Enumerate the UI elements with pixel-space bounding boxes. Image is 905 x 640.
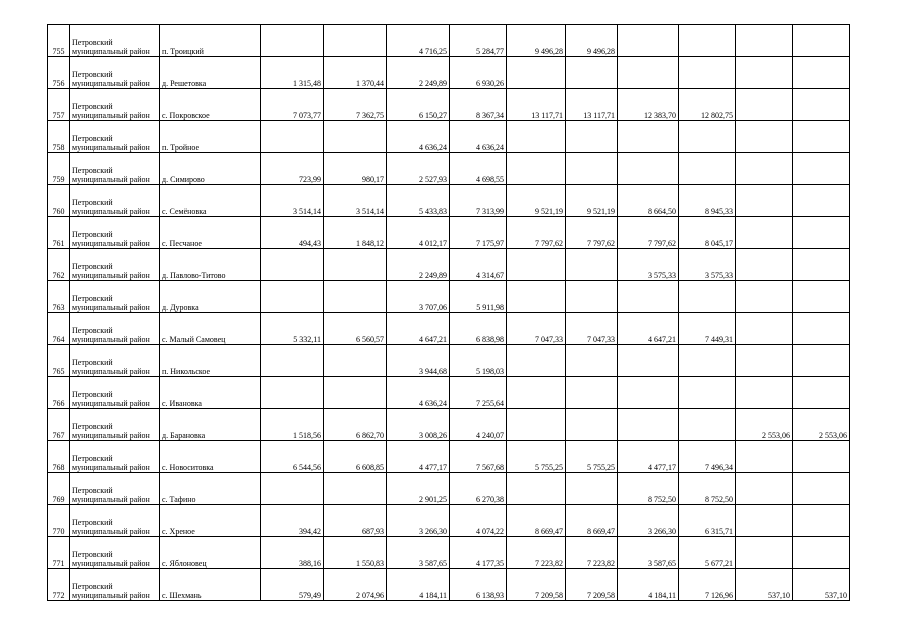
value-cell: 9 521,19 xyxy=(566,185,618,217)
district-cell: Петровский муниципальный район xyxy=(70,153,160,185)
value-cell: 1 315,48 xyxy=(261,57,324,89)
table-row xyxy=(48,121,850,153)
locality-cell: с. Тафино xyxy=(160,473,261,505)
value-cell xyxy=(507,249,566,281)
district-cell: Петровский муниципальный район xyxy=(70,441,160,473)
table-row xyxy=(48,409,850,441)
value-cell: 7 255,64 xyxy=(450,377,507,409)
value-cell xyxy=(507,409,566,441)
value-cell: 8 669,47 xyxy=(507,505,566,537)
value-cell xyxy=(618,409,679,441)
value-cell: 6 544,56 xyxy=(261,441,324,473)
locality-cell: п. Никольское xyxy=(160,345,261,377)
value-cell xyxy=(261,249,324,281)
value-cell: 4 647,21 xyxy=(387,313,450,345)
value-cell: 6 560,57 xyxy=(324,313,387,345)
value-cell xyxy=(679,345,736,377)
table-row xyxy=(48,569,850,601)
value-cell xyxy=(566,409,618,441)
value-cell xyxy=(324,473,387,505)
value-cell: 3 575,33 xyxy=(618,249,679,281)
value-cell: 4 477,17 xyxy=(387,441,450,473)
value-cell: 6 608,85 xyxy=(324,441,387,473)
value-cell xyxy=(793,57,850,89)
value-cell: 537,10 xyxy=(736,569,793,601)
table-row xyxy=(48,217,850,249)
locality-cell: с. Малый Самовец xyxy=(160,313,261,345)
locality-cell: д. Дуровка xyxy=(160,281,261,313)
value-cell: 6 930,26 xyxy=(450,57,507,89)
row-number-cell: 761 xyxy=(48,217,70,249)
data-table xyxy=(47,24,850,601)
value-cell xyxy=(618,121,679,153)
value-cell xyxy=(566,57,618,89)
locality-cell: с. Хреное xyxy=(160,505,261,537)
value-cell: 4 074,22 xyxy=(450,505,507,537)
value-cell xyxy=(736,153,793,185)
value-cell xyxy=(736,281,793,313)
value-cell: 4 240,07 xyxy=(450,409,507,441)
value-cell xyxy=(736,313,793,345)
value-cell: 980,17 xyxy=(324,153,387,185)
row-number-cell: 756 xyxy=(48,57,70,89)
row-number-cell: 766 xyxy=(48,377,70,409)
value-cell: 687,93 xyxy=(324,505,387,537)
value-cell xyxy=(566,377,618,409)
value-cell: 7 797,62 xyxy=(566,217,618,249)
value-cell: 5 677,21 xyxy=(679,537,736,569)
value-cell xyxy=(736,57,793,89)
value-cell: 5 433,83 xyxy=(387,185,450,217)
row-number-cell: 765 xyxy=(48,345,70,377)
value-cell xyxy=(736,89,793,121)
value-cell: 537,10 xyxy=(793,569,850,601)
value-cell: 8 367,34 xyxy=(450,89,507,121)
value-cell xyxy=(507,121,566,153)
value-cell xyxy=(324,249,387,281)
value-cell xyxy=(324,377,387,409)
row-number-cell: 759 xyxy=(48,153,70,185)
value-cell: 13 117,71 xyxy=(507,89,566,121)
value-cell xyxy=(507,345,566,377)
value-cell: 4 314,67 xyxy=(450,249,507,281)
value-cell xyxy=(566,249,618,281)
table-row xyxy=(48,89,850,121)
row-number-cell: 770 xyxy=(48,505,70,537)
row-number-cell: 768 xyxy=(48,441,70,473)
district-cell: Петровский муниципальный район xyxy=(70,473,160,505)
value-cell: 3 514,14 xyxy=(261,185,324,217)
row-number-cell: 769 xyxy=(48,473,70,505)
value-cell xyxy=(793,121,850,153)
value-cell xyxy=(566,153,618,185)
value-cell xyxy=(324,345,387,377)
value-cell xyxy=(679,57,736,89)
value-cell: 7 073,77 xyxy=(261,89,324,121)
district-cell: Петровский муниципальный район xyxy=(70,313,160,345)
value-cell xyxy=(507,153,566,185)
value-cell: 7 047,33 xyxy=(566,313,618,345)
value-cell: 7 223,82 xyxy=(566,537,618,569)
value-cell: 7 209,58 xyxy=(566,569,618,601)
value-cell xyxy=(261,25,324,57)
value-cell: 4 012,17 xyxy=(387,217,450,249)
row-number-cell: 767 xyxy=(48,409,70,441)
locality-cell: с. Семёновка xyxy=(160,185,261,217)
value-cell: 3 575,33 xyxy=(679,249,736,281)
value-cell: 6 838,98 xyxy=(450,313,507,345)
value-cell: 3 266,30 xyxy=(387,505,450,537)
value-cell: 8 664,50 xyxy=(618,185,679,217)
value-cell xyxy=(261,281,324,313)
district-cell: Петровский муниципальный район xyxy=(70,345,160,377)
value-cell: 4 477,17 xyxy=(618,441,679,473)
value-cell: 3 266,30 xyxy=(618,505,679,537)
value-cell xyxy=(793,473,850,505)
district-cell: Петровский муниципальный район xyxy=(70,249,160,281)
value-cell xyxy=(566,473,618,505)
value-cell: 6 862,70 xyxy=(324,409,387,441)
value-cell xyxy=(736,537,793,569)
value-cell: 2 553,06 xyxy=(736,409,793,441)
table-row xyxy=(48,25,850,57)
table-row xyxy=(48,153,850,185)
value-cell: 7 449,31 xyxy=(679,313,736,345)
value-cell: 1 518,56 xyxy=(261,409,324,441)
value-cell: 2 249,89 xyxy=(387,57,450,89)
value-cell xyxy=(793,505,850,537)
locality-cell: с. Яблоновец xyxy=(160,537,261,569)
value-cell xyxy=(261,377,324,409)
value-cell: 7 126,96 xyxy=(679,569,736,601)
value-cell: 3 944,68 xyxy=(387,345,450,377)
table-row xyxy=(48,377,850,409)
district-cell: Петровский муниципальный район xyxy=(70,217,160,249)
row-number-cell: 755 xyxy=(48,25,70,57)
value-cell xyxy=(507,57,566,89)
value-cell: 6 270,38 xyxy=(450,473,507,505)
value-cell xyxy=(793,25,850,57)
value-cell xyxy=(679,25,736,57)
value-cell: 7 175,97 xyxy=(450,217,507,249)
value-cell xyxy=(736,441,793,473)
value-cell: 8 945,33 xyxy=(679,185,736,217)
value-cell: 6 150,27 xyxy=(387,89,450,121)
value-cell xyxy=(736,185,793,217)
district-cell: Петровский муниципальный район xyxy=(70,505,160,537)
value-cell xyxy=(261,121,324,153)
table-row xyxy=(48,537,850,569)
row-number-cell: 771 xyxy=(48,537,70,569)
locality-cell: д. Решетовка xyxy=(160,57,261,89)
locality-cell: д. Павлово-Титово xyxy=(160,249,261,281)
value-cell: 9 496,28 xyxy=(507,25,566,57)
value-cell: 7 047,33 xyxy=(507,313,566,345)
value-cell: 5 755,25 xyxy=(507,441,566,473)
value-cell: 2 249,89 xyxy=(387,249,450,281)
value-cell xyxy=(679,153,736,185)
value-cell: 2 901,25 xyxy=(387,473,450,505)
value-cell: 5 198,03 xyxy=(450,345,507,377)
value-cell: 388,16 xyxy=(261,537,324,569)
value-cell xyxy=(566,281,618,313)
value-cell xyxy=(793,377,850,409)
district-cell: Петровский муниципальный район xyxy=(70,89,160,121)
row-number-cell: 758 xyxy=(48,121,70,153)
table-row xyxy=(48,345,850,377)
district-cell: Петровский муниципальный район xyxy=(70,377,160,409)
value-cell xyxy=(618,57,679,89)
table-row xyxy=(48,505,850,537)
value-cell: 4 177,35 xyxy=(450,537,507,569)
value-cell xyxy=(261,345,324,377)
row-number-cell: 763 xyxy=(48,281,70,313)
table-row xyxy=(48,281,850,313)
value-cell: 8 752,50 xyxy=(618,473,679,505)
district-cell: Петровский муниципальный район xyxy=(70,537,160,569)
locality-cell: п. Троицкий xyxy=(160,25,261,57)
value-cell xyxy=(679,121,736,153)
value-cell: 1 370,44 xyxy=(324,57,387,89)
value-cell xyxy=(566,121,618,153)
row-number-cell: 772 xyxy=(48,569,70,601)
value-cell: 7 223,82 xyxy=(507,537,566,569)
value-cell xyxy=(261,473,324,505)
value-cell: 5 284,77 xyxy=(450,25,507,57)
value-cell: 12 802,75 xyxy=(679,89,736,121)
row-number-cell: 764 xyxy=(48,313,70,345)
value-cell: 6 315,71 xyxy=(679,505,736,537)
district-cell: Петровский муниципальный район xyxy=(70,57,160,89)
district-cell: Петровский муниципальный район xyxy=(70,25,160,57)
value-cell xyxy=(736,249,793,281)
value-cell xyxy=(793,441,850,473)
district-cell: Петровский муниципальный район xyxy=(70,409,160,441)
value-cell xyxy=(324,25,387,57)
value-cell: 4 184,11 xyxy=(387,569,450,601)
value-cell xyxy=(736,473,793,505)
value-cell xyxy=(679,409,736,441)
value-cell: 9 521,19 xyxy=(507,185,566,217)
value-cell xyxy=(618,281,679,313)
value-cell: 4 636,24 xyxy=(387,121,450,153)
value-cell xyxy=(507,281,566,313)
value-cell: 3 514,14 xyxy=(324,185,387,217)
value-cell xyxy=(679,377,736,409)
value-cell: 8 752,50 xyxy=(679,473,736,505)
value-cell: 13 117,71 xyxy=(566,89,618,121)
table-row xyxy=(48,249,850,281)
value-cell xyxy=(736,121,793,153)
value-cell xyxy=(793,249,850,281)
value-cell xyxy=(793,89,850,121)
value-cell: 7 797,62 xyxy=(507,217,566,249)
locality-cell: п. Тройное xyxy=(160,121,261,153)
value-cell xyxy=(618,25,679,57)
value-cell xyxy=(793,281,850,313)
table-row xyxy=(48,185,850,217)
value-cell xyxy=(793,537,850,569)
value-cell: 4 647,21 xyxy=(618,313,679,345)
value-cell: 8 669,47 xyxy=(566,505,618,537)
value-cell: 7 209,58 xyxy=(507,569,566,601)
value-cell xyxy=(618,377,679,409)
value-cell: 5 332,11 xyxy=(261,313,324,345)
value-cell: 3 008,26 xyxy=(387,409,450,441)
value-cell xyxy=(679,281,736,313)
value-cell: 2 527,93 xyxy=(387,153,450,185)
value-cell xyxy=(736,377,793,409)
value-cell: 1 848,12 xyxy=(324,217,387,249)
value-cell: 4 698,55 xyxy=(450,153,507,185)
table-row xyxy=(48,57,850,89)
locality-cell: д. Барановка xyxy=(160,409,261,441)
value-cell xyxy=(793,153,850,185)
table-row xyxy=(48,473,850,505)
value-cell: 494,43 xyxy=(261,217,324,249)
value-cell: 1 550,83 xyxy=(324,537,387,569)
value-cell: 4 636,24 xyxy=(387,377,450,409)
value-cell xyxy=(618,345,679,377)
district-cell: Петровский муниципальный район xyxy=(70,281,160,313)
value-cell xyxy=(566,345,618,377)
value-cell: 3 587,65 xyxy=(387,537,450,569)
value-cell xyxy=(507,473,566,505)
locality-cell: с. Песчаное xyxy=(160,217,261,249)
value-cell: 3 587,65 xyxy=(618,537,679,569)
value-cell: 394,42 xyxy=(261,505,324,537)
value-cell: 2 074,96 xyxy=(324,569,387,601)
value-cell: 3 707,06 xyxy=(387,281,450,313)
value-cell: 7 313,99 xyxy=(450,185,507,217)
value-cell: 4 716,25 xyxy=(387,25,450,57)
value-cell: 7 797,62 xyxy=(618,217,679,249)
value-cell xyxy=(793,313,850,345)
value-cell xyxy=(793,185,850,217)
row-number-cell: 762 xyxy=(48,249,70,281)
value-cell: 9 496,28 xyxy=(566,25,618,57)
value-cell xyxy=(324,121,387,153)
value-cell xyxy=(793,217,850,249)
value-cell: 8 045,17 xyxy=(679,217,736,249)
district-cell: Петровский муниципальный район xyxy=(70,121,160,153)
value-cell: 723,99 xyxy=(261,153,324,185)
value-cell xyxy=(736,25,793,57)
value-cell xyxy=(507,377,566,409)
value-cell: 7 496,34 xyxy=(679,441,736,473)
value-cell xyxy=(793,345,850,377)
value-cell: 579,49 xyxy=(261,569,324,601)
locality-cell: с. Ивановка xyxy=(160,377,261,409)
district-cell: Петровский муниципальный район xyxy=(70,569,160,601)
value-cell: 5 911,98 xyxy=(450,281,507,313)
row-number-cell: 757 xyxy=(48,89,70,121)
row-number-cell: 760 xyxy=(48,185,70,217)
value-cell: 7 567,68 xyxy=(450,441,507,473)
value-cell: 7 362,75 xyxy=(324,89,387,121)
value-cell xyxy=(736,217,793,249)
value-cell: 4 184,11 xyxy=(618,569,679,601)
value-cell: 4 636,24 xyxy=(450,121,507,153)
value-cell: 12 383,70 xyxy=(618,89,679,121)
value-cell: 2 553,06 xyxy=(793,409,850,441)
value-cell: 6 138,93 xyxy=(450,569,507,601)
table-body xyxy=(48,25,850,601)
district-cell: Петровский муниципальный район xyxy=(70,185,160,217)
locality-cell: с. Шехмань xyxy=(160,569,261,601)
value-cell xyxy=(736,345,793,377)
table-row xyxy=(48,441,850,473)
locality-cell: д. Симирово xyxy=(160,153,261,185)
value-cell xyxy=(618,153,679,185)
locality-cell: с. Новоситовка xyxy=(160,441,261,473)
locality-cell: с. Покровское xyxy=(160,89,261,121)
value-cell: 5 755,25 xyxy=(566,441,618,473)
value-cell xyxy=(736,505,793,537)
table-row xyxy=(48,313,850,345)
value-cell xyxy=(324,281,387,313)
